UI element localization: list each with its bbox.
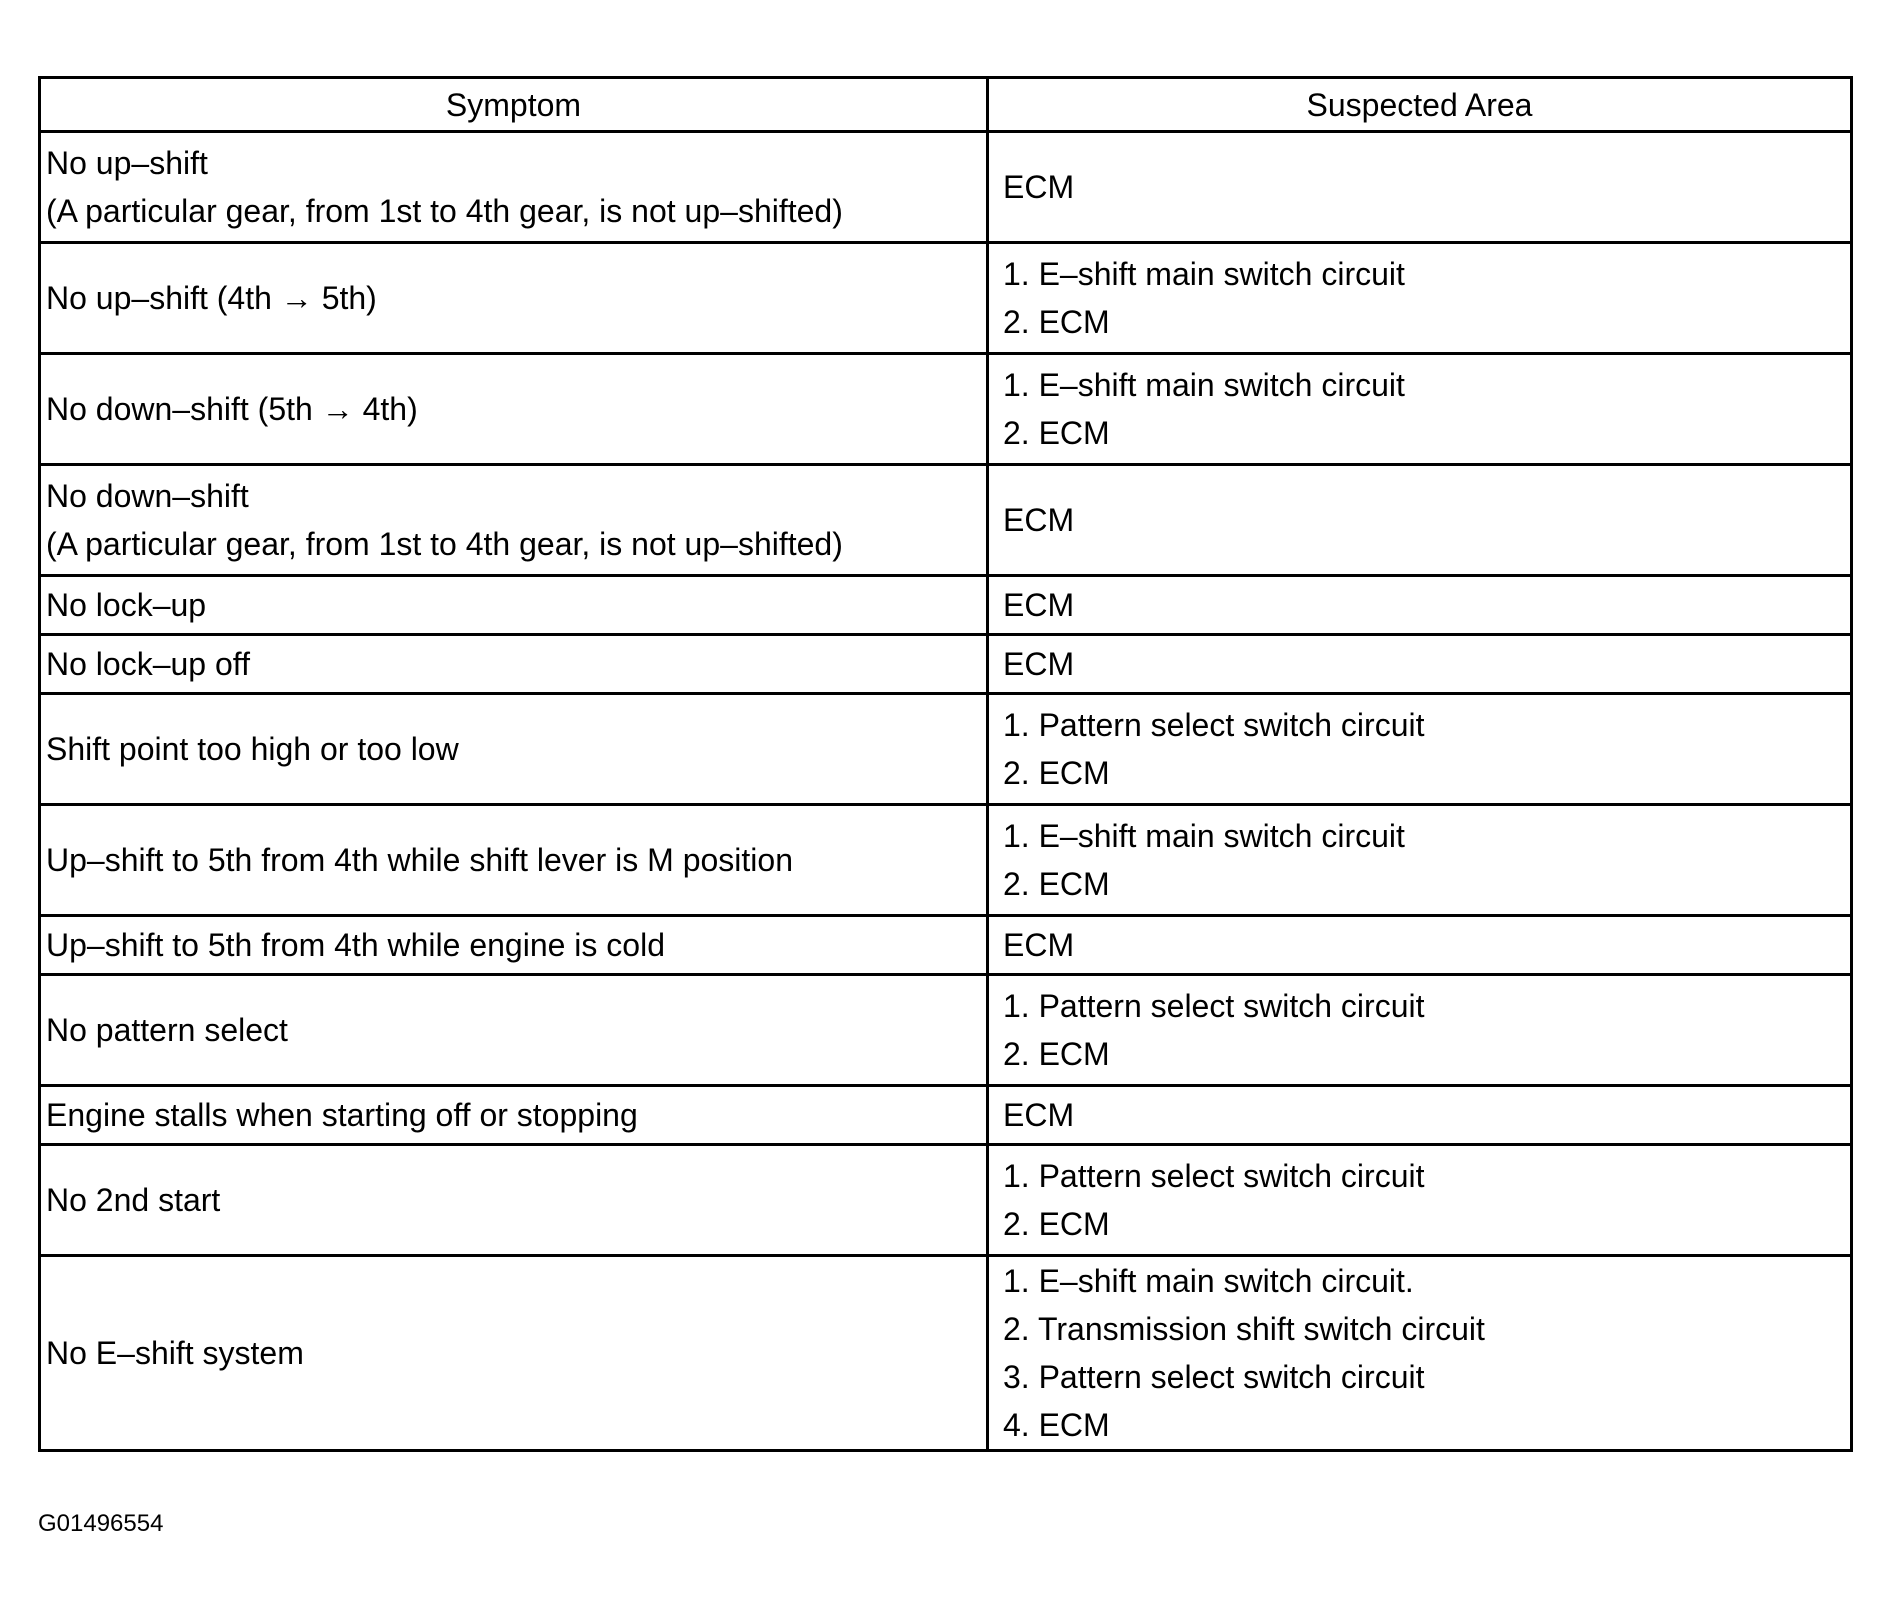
table-row [40,1145,1852,1256]
suspected-area-cell [988,576,1852,635]
table-row [40,243,1852,354]
suspected-area-text: 1. E–shift main switch circuit. [1003,1263,1414,1299]
header-suspected-area: Suspected Area [988,78,1852,132]
symptom-cell [40,975,988,1086]
table-row [40,694,1852,805]
suspected-area-cell [988,132,1852,243]
suspected-area-text: ECM [1003,502,1075,538]
suspected-area-cell [988,805,1852,916]
suspected-area-text: 1. Pattern select switch circuit [1003,988,1425,1024]
suspected-area-text: ECM [1003,1097,1075,1133]
suspected-area-text: ECM [1003,587,1075,623]
symptom-text: Engine stalls when starting off or stopping [46,1097,638,1133]
table-row [40,354,1852,465]
suspected-area-text: 2. ECM [1003,1206,1110,1242]
symptom-text: No pattern select [46,1012,288,1048]
symptom-cell [40,635,988,694]
suspected-area-text: 2. ECM [1003,1036,1110,1072]
table-header-row [40,78,1852,132]
symptom-text: No down–shift [46,478,249,514]
suspected-area-cell [988,243,1852,354]
symptom-cell [40,465,988,576]
suspected-area-text: 1. E–shift main switch circuit [1003,367,1405,403]
suspected-area-cell [988,1256,1852,1451]
symptom-text: No E–shift system [46,1335,304,1371]
symptom-cell [40,1086,988,1145]
suspected-area-text: 4. ECM [1003,1407,1110,1443]
suspected-area-cell [988,354,1852,465]
suspected-area-text: 3. Pattern select switch circuit [1003,1359,1425,1395]
symptom-text: No 2nd start [46,1182,221,1218]
symptom-cell [40,694,988,805]
suspected-area-text: 2. ECM [1003,866,1110,902]
suspected-area-text: 1. Pattern select switch circuit [1003,707,1425,743]
suspected-area-text: 1. Pattern select switch circuit [1003,1158,1425,1194]
symptom-text: No up–shift (4th → 5th) [46,280,377,316]
header-symptom: Symptom [40,78,988,132]
symptom-text: No down–shift (5th → 4th) [46,391,418,427]
figure-code: G01496554 [38,1510,164,1537]
suspected-area-text: ECM [1003,927,1075,963]
symptom-cell [40,805,988,916]
symptom-text: Shift point too high or too low [46,731,459,767]
suspected-area-cell [988,975,1852,1086]
suspected-area-text: ECM [1003,646,1075,682]
symptom-text: (A particular gear, from 1st to 4th gear, is not up–shifted) [46,526,843,562]
suspected-area-cell [988,1086,1852,1145]
table-row [40,916,1852,975]
symptom-text: Up–shift to 5th from 4th while engine is cold [46,927,665,963]
symptom-cell [40,243,988,354]
symptom-cell [40,354,988,465]
suspected-area-cell [988,635,1852,694]
suspected-area-cell [988,916,1852,975]
suspected-area-text: 2. Transmission shift switch circuit [1003,1311,1485,1347]
symptom-cell [40,576,988,635]
symptom-cell [40,916,988,975]
symptom-cell [40,1256,988,1451]
table-row [40,132,1852,243]
diagnosis-sheet [38,76,1850,1452]
table-row [40,635,1852,694]
suspected-area-text: 1. E–shift main switch circuit [1003,256,1405,292]
symptom-text: (A particular gear, from 1st to 4th gear, is not up–shifted) [46,193,843,229]
table-row [40,975,1852,1086]
table-row [40,1256,1852,1451]
table-row [40,576,1852,635]
suspected-area-text: ECM [1003,169,1075,205]
suspected-area-cell [988,465,1852,576]
table-row [40,1086,1852,1145]
symptom-cell [40,132,988,243]
suspected-area-text: 2. ECM [1003,304,1110,340]
symptom-text: No up–shift [46,145,208,181]
suspected-area-text: 2. ECM [1003,755,1110,791]
suspected-area-text: 1. E–shift main switch circuit [1003,818,1405,854]
symptom-cell [40,1145,988,1256]
symptom-table [38,76,1853,1452]
symptom-text: Up–shift to 5th from 4th while shift lever is M position [46,842,793,878]
symptom-text: No lock–up [46,587,207,623]
table-row [40,465,1852,576]
table-row [40,805,1852,916]
symptom-text: No lock–up off [46,646,250,682]
suspected-area-text: 2. ECM [1003,415,1110,451]
suspected-area-cell [988,694,1852,805]
suspected-area-cell [988,1145,1852,1256]
